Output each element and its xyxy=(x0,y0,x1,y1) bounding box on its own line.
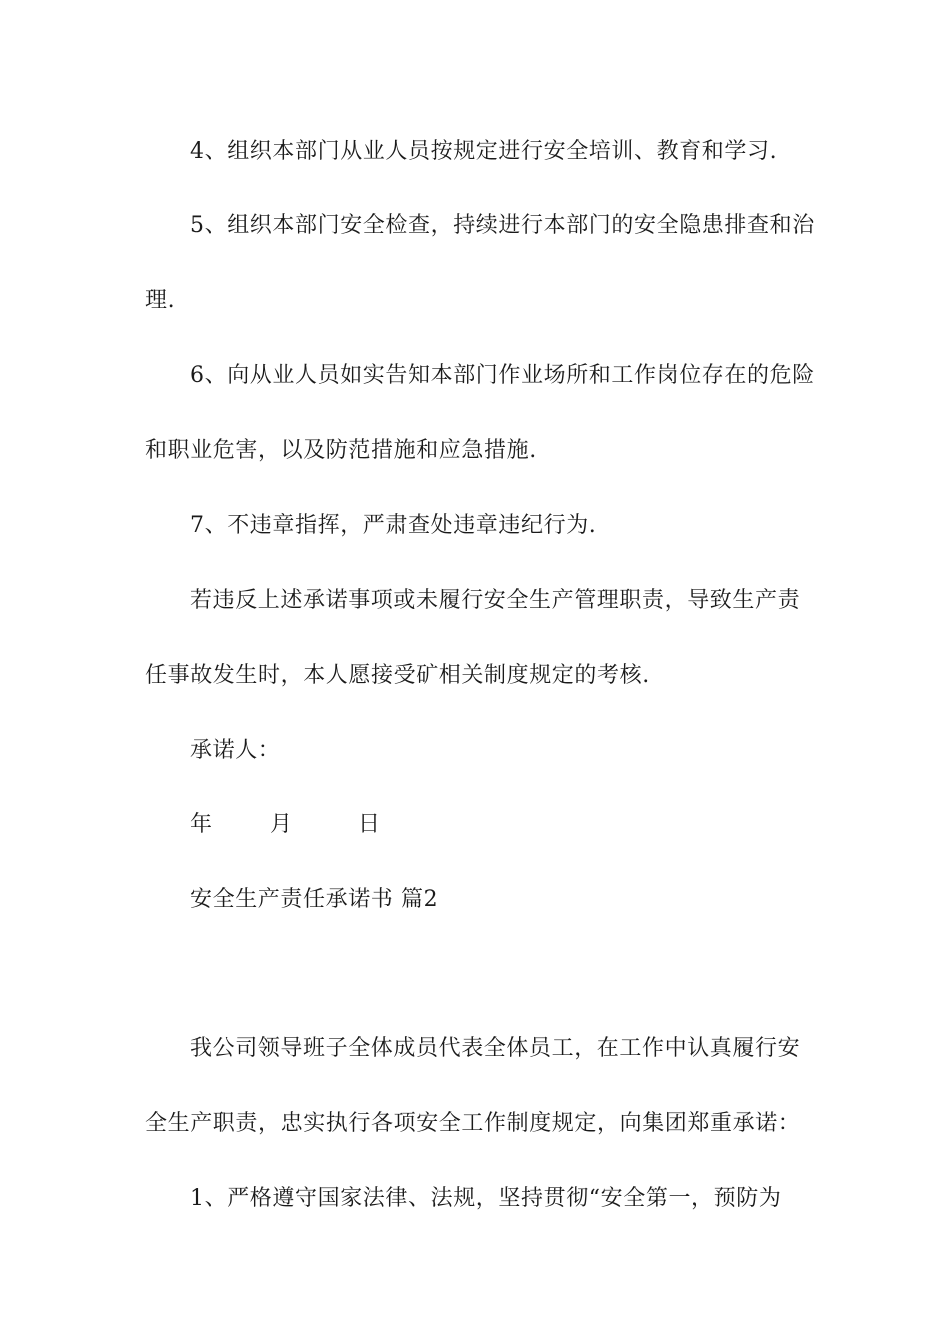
violation-clause: 若违反上述承诺事项或未履行安全生产管理职责，导致生产责 xyxy=(190,588,801,613)
item-5-cont: 理. xyxy=(145,288,176,313)
item-6-cont: 和职业危害，以及防范措施和应急措施. xyxy=(145,438,537,463)
section-title: 安全生产责任承诺书 篇2 xyxy=(190,887,439,912)
item-4: 4、组织本部门从业人员按规定进行安全培训、教育和学习. xyxy=(190,139,778,164)
date-year: 年 xyxy=(190,812,213,837)
date-month: 月 xyxy=(270,812,293,837)
date-line xyxy=(190,810,381,840)
item-7: 7、不违章指挥，严肃查处违章违纪行为. xyxy=(190,513,597,538)
promisor-label: 承诺人： xyxy=(190,738,281,763)
intro-paragraph: 我公司领导班子全体成员代表全体员工，在工作中认真履行安 xyxy=(190,1036,801,1061)
intro-paragraph-cont: 全生产职责，忠实执行各项安全工作制度规定，向集团郑重承诺： xyxy=(145,1111,801,1136)
violation-clause-cont: 任事故发生时，本人愿接受矿相关制度规定的考核. xyxy=(145,663,650,688)
item-5: 5、组织本部门安全检查，持续进行本部门的安全隐患排查和治 xyxy=(190,213,815,238)
item-6: 6、向从业人员如实告知本部门作业场所和工作岗位存在的危险 xyxy=(190,363,815,388)
date-day: 日 xyxy=(358,812,381,837)
item-1: 1、严格遵守国家法律、法规，坚持贯彻“安全第一，预防为 xyxy=(190,1186,782,1211)
